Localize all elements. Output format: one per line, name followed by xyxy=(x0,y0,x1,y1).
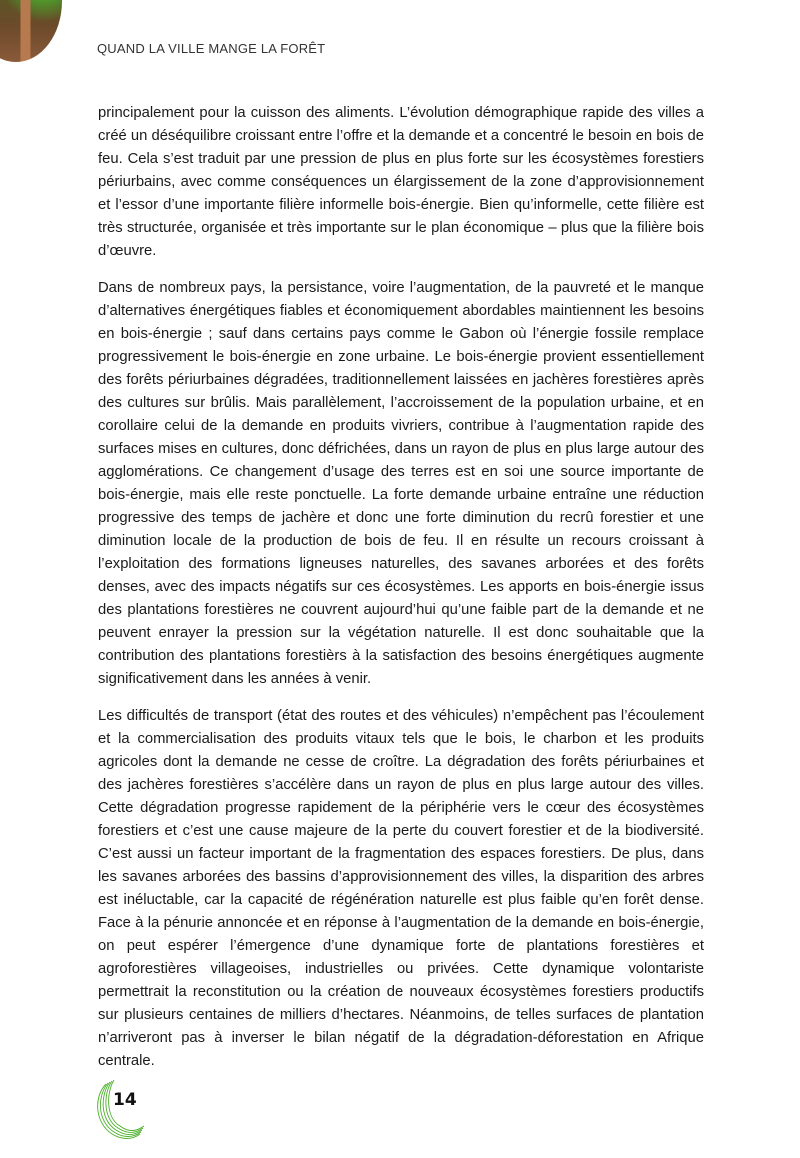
body-text xyxy=(98,102,704,1087)
paragraph: Les difficultés de transport (état des routes et des véhicules) n’empêchent pas l’écoulement et la commercialisation des produits vitaux tels que le bois, le charbon et les produits agricoles dont la demande ne cesse de croître. La dégradation des forêts périurbaines et des jachères forestières s’accélère dans un rayon de plus en plus large autour des villes. Cette dégradation progresse rapidement de la périphérie vers le cœur des écosystèmes forestiers et c’est une cause majeure de la perte du couvert forestier et de la biodiversité. C’est aussi un facteur important de la fragmentation des espaces forestiers. De plus, dans les savanes arborées des bassins d’approvisionnement des villes, la disparition des arbres est inéluctable, car la capacité de régénération naturelle est plus faible qu’en forêt dense. Face à la pénurie annoncée et en réponse à l’augmentation de la demande en bois-énergie, on peut espérer l’émergence d’une dynamique forte de plantations forestières et agroforestières villageoises, industrielles ou privées. Cette dynamique volontariste permettrait la reconstitution ou la création de nouveaux écosystèmes forestiers productifs sur plusieurs centaines de milliers d’hectares. Néanmoins, de telles surfaces de plantation n’arriveront pas à inverser le bilan négatif de la dégradation-déforestation en Afrique centrale. xyxy=(98,708,704,1069)
running-header: QUAND LA VILLE MANGE LA FORÊT xyxy=(97,41,326,56)
paragraph: Dans de nombreux pays, la persistance, voire l’augmentation, de la pauvreté et le manque d’alternatives énergétiques fiables et économiquement abordables maintiennent les besoins en bois-énergie ; sauf dans certains pays comme le Gabon où l’énergie fossile remplace progressivement le bois-énergie en zone urbaine. Le bois-énergie provient essentiellement des forêts périurbaines dégradées, traditionnellement laissées en jachères forestières après des cultures sur brûlis. Mais parallèlement, l’accroissement de la population urbaine, et en corollaire celui de la demande en produits vivriers, contribue à l’augmentation rapide des surfaces mises en cultures, donc défrichées, dans un rayon de plus en plus large autour des agglomérations. Ce changement d’usage des terres est en soi une source importante de bois-énergie, mais elle reste ponctuelle. La forte demande urbaine entraîne une réduction progressive des temps de jachère et donc une forte diminution du recrû forestier et une diminution locale de la production de bois de feu. Il en résulte un recours croissant à l’exploitation des formations ligneuses naturelles, des savanes arborées et des forêts denses, avec des impacts négatifs sur ces écosystèmes. Les apports en bois-énergie issus des plantations forestières ne couvrent aujourd’hui qu’une faible part de la demande et ne peuvent enrayer la pression sur la végétation naturelle. Il est donc souhaitable que la contribution des plantations forestièrs à la satisfaction des besoins énergétiques augmente significativement dans les années à venir. xyxy=(98,280,704,687)
page-number: 14 xyxy=(113,1090,137,1110)
paragraph: principalement pour la cuisson des aliments. L’évolution démographique rapide des villes a créé un déséquilibre croissant entre l’offre et la demande et a concentré le besoin en bois de feu. Cela s’est traduit par une pression de plus en plus forte sur les écosystèmes forestiers périurbains, avec comme conséquences un élargissement de la zone d’approvisionnement et l’essor d’une importante filière informelle bois-énergie. Bien qu’informelle, cette filière est très structurée, organisée et très importante sur le plan économique – plus que la filière bois d’œuvre. xyxy=(98,105,704,259)
forest-photo xyxy=(0,0,62,62)
green-swirl-icon xyxy=(92,1078,152,1148)
